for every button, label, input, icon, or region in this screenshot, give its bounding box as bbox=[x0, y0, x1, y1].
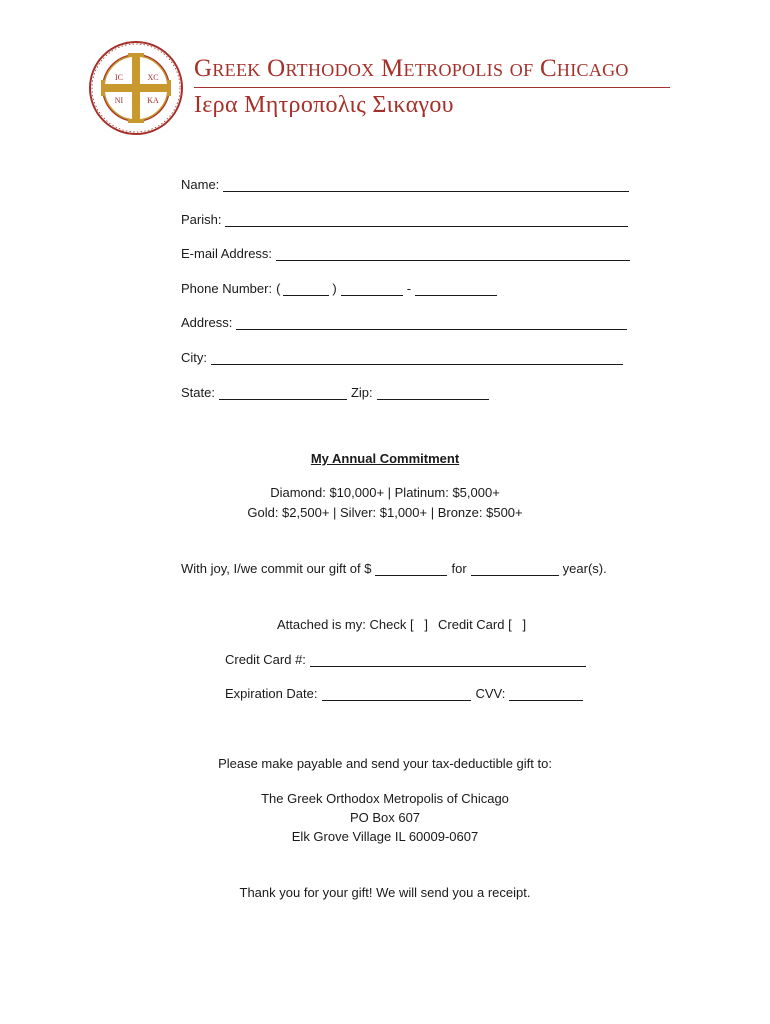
parish-input-line[interactable] bbox=[225, 213, 628, 227]
commitment-title: My Annual Commitment bbox=[310, 451, 460, 466]
name-label: Name: bbox=[181, 177, 220, 192]
zip-label: Zip: bbox=[350, 385, 373, 400]
cvv-input-line[interactable] bbox=[509, 687, 583, 701]
phone-dash: - bbox=[406, 281, 412, 296]
pledge-prefix: With joy, I/we commit our gift of $ bbox=[181, 561, 372, 576]
address-label: Address: bbox=[181, 315, 233, 330]
card-number-input-line[interactable] bbox=[310, 653, 586, 667]
address-field bbox=[181, 312, 627, 330]
email-field bbox=[181, 243, 630, 261]
org-greek-title: Ιερα Μητροπολις Σικαγου bbox=[194, 92, 454, 118]
seal-monogram-ic: IC bbox=[115, 73, 123, 82]
phone-label: Phone Number: bbox=[181, 281, 273, 296]
thank-you-note: Thank you for your gift! We will send you a receipt. bbox=[239, 885, 531, 900]
card-number-field bbox=[225, 649, 586, 667]
cvv-label: CVV: bbox=[475, 686, 506, 701]
phone-open-paren: ( bbox=[276, 281, 281, 296]
pledge-years-line[interactable] bbox=[471, 562, 559, 576]
expiration-label: Expiration Date: bbox=[225, 686, 318, 701]
mailing-instruction: Please make payable and send your tax-deductible gift to: bbox=[218, 756, 552, 771]
phone-field bbox=[181, 278, 497, 296]
parish-field bbox=[181, 209, 628, 227]
seal-monogram-ka: KA bbox=[147, 96, 159, 105]
metropolis-seal-logo bbox=[88, 40, 184, 136]
seal-monogram-ni: NI bbox=[114, 96, 124, 105]
parish-label: Parish: bbox=[181, 212, 222, 227]
pledge-field bbox=[181, 558, 607, 576]
name-input-line[interactable] bbox=[223, 178, 629, 192]
state-label: State: bbox=[181, 385, 215, 400]
phone-close-paren: ) bbox=[332, 281, 337, 296]
payment-method-field bbox=[277, 614, 526, 632]
pledge-for-label: for bbox=[451, 561, 467, 576]
email-input-line[interactable] bbox=[276, 247, 630, 261]
zip-input-line[interactable] bbox=[377, 386, 489, 400]
expiration-input-line[interactable] bbox=[322, 687, 471, 701]
mailing-org-name: The Greek Orthodox Metropolis of Chicago bbox=[261, 791, 509, 806]
mailing-po-box: PO Box 607 bbox=[349, 810, 421, 825]
email-label: E-mail Address: bbox=[181, 246, 273, 261]
state-input-line[interactable] bbox=[219, 386, 347, 400]
header-divider bbox=[194, 87, 670, 88]
address-input-line[interactable] bbox=[236, 316, 627, 330]
card-number-label: Credit Card #: bbox=[225, 652, 306, 667]
attached-check-option[interactable]: Attached is my: Check [ ] bbox=[277, 617, 428, 632]
expiration-field bbox=[225, 683, 583, 701]
pledge-amount-line[interactable] bbox=[375, 562, 447, 576]
phone-area-code-line[interactable] bbox=[283, 282, 329, 296]
tiers-line-1: Diamond: $10,000+ | Platinum: $5,000+ bbox=[270, 485, 500, 500]
credit-card-option[interactable]: Credit Card [ ] bbox=[438, 617, 527, 632]
name-field bbox=[181, 174, 629, 192]
seal-monogram-xc: XC bbox=[147, 73, 159, 82]
org-title: Greek Orthodox Metropolis of Chicago bbox=[194, 55, 629, 82]
phone-line-number-line[interactable] bbox=[415, 282, 497, 296]
city-label: City: bbox=[181, 350, 207, 365]
pledge-suffix: year(s). bbox=[562, 561, 607, 576]
mailing-city-line: Elk Grove Village IL 60009-0607 bbox=[291, 829, 479, 844]
phone-prefix-line[interactable] bbox=[341, 282, 403, 296]
state-zip-field bbox=[181, 382, 489, 400]
city-input-line[interactable] bbox=[211, 351, 623, 365]
tiers-line-2: Gold: $2,500+ | Silver: $1,000+ | Bronze: $500+ bbox=[247, 505, 523, 520]
city-field bbox=[181, 347, 623, 365]
